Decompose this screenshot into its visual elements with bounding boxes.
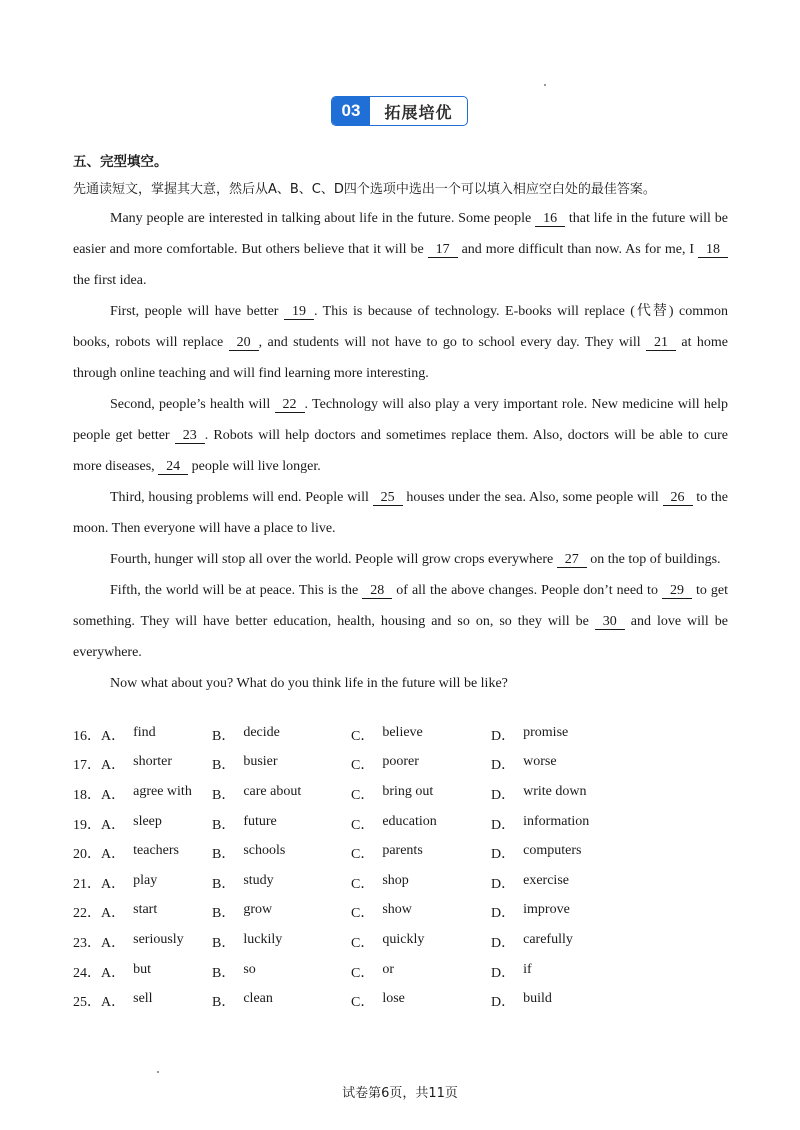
option-d (491, 784, 611, 804)
question-row (73, 838, 611, 868)
option-b (212, 843, 351, 863)
option-text: promise (523, 724, 569, 740)
passage-paragraph (73, 389, 728, 482)
option-text: bring out (382, 783, 434, 799)
question-number: 18． (73, 787, 101, 803)
passage-text: at home through online teaching and will find learning more interesting. (73, 335, 728, 381)
option-letter: D． (491, 876, 516, 892)
question-number: 22． (73, 906, 101, 922)
option-letter: B． (212, 906, 236, 922)
passage-text: Second, people’s health will (110, 397, 275, 412)
passage-paragraph (73, 544, 728, 575)
option-a (101, 962, 212, 982)
option-letter: B． (212, 728, 236, 744)
answer-blank: 16 (535, 211, 565, 227)
passage-text: on the top of buildings. (586, 552, 721, 567)
option-letter: A． (101, 906, 126, 922)
option-b (212, 873, 351, 893)
answer-blank: 27 (557, 552, 587, 568)
option-text: study (243, 872, 274, 888)
option-letter: D． (491, 906, 516, 922)
passage-text: that life in the future will be easier and more comfortable. But others believe that it will be (73, 211, 728, 257)
option-text: schools (243, 843, 286, 859)
question-row (73, 779, 611, 809)
question-number: 24． (73, 965, 101, 981)
option-d (491, 843, 611, 863)
option-letter: C． (351, 906, 375, 922)
option-d (491, 754, 611, 774)
passage-text: to get something. They will have better education, health, housing and so on, so they will be (73, 583, 729, 629)
option-letter: D． (491, 995, 516, 1011)
option-a (101, 784, 212, 804)
option-letter: A． (101, 758, 126, 774)
option-text: poorer (382, 754, 419, 770)
answer-blank: 23 (175, 428, 205, 444)
option-text: busier (243, 754, 278, 770)
option-letter: A． (101, 995, 126, 1011)
answer-blank: 22 (275, 397, 305, 413)
option-text: agree with (133, 783, 192, 799)
option-d (491, 814, 611, 834)
option-letter: D． (491, 965, 516, 981)
option-text: care about (243, 783, 302, 799)
option-text: teachers (133, 843, 179, 859)
option-text: grow (243, 902, 273, 918)
option-a (101, 754, 212, 774)
option-b (212, 754, 351, 774)
option-b (212, 902, 351, 922)
option-text: or (382, 961, 395, 977)
option-text: worse (523, 754, 557, 770)
option-text: seriously (133, 931, 184, 947)
option-b (212, 725, 351, 745)
question-number: 19． (73, 817, 101, 833)
option-letter: C． (351, 876, 375, 892)
option-text: clean (243, 991, 273, 1007)
passage-text: Now what about you? What do you think life in the future will be like? (110, 676, 508, 691)
option-letter: C． (351, 965, 375, 981)
option-letter: A． (101, 935, 126, 951)
option-text: write down (523, 783, 587, 799)
option-letter: C． (351, 817, 375, 833)
option-text: build (523, 991, 552, 1007)
question-row (73, 720, 611, 750)
answer-blank: 17 (428, 242, 458, 258)
passage-text: Many people are interested in talking about life in the future. Some people (110, 211, 536, 226)
option-a (101, 814, 212, 834)
passage-paragraph (73, 668, 728, 699)
option-text: if (523, 961, 532, 977)
question-row (73, 898, 611, 928)
passage-text: First, people will have better (110, 304, 284, 319)
option-text: luckily (243, 931, 283, 947)
option-letter: D． (491, 758, 516, 774)
option-a (101, 873, 212, 893)
option-text: lose (382, 991, 405, 1007)
answer-blank: 30 (595, 614, 625, 630)
option-c (351, 754, 491, 774)
option-text: parents (382, 843, 423, 859)
option-text: carefully (523, 931, 573, 947)
option-b (212, 814, 351, 834)
option-text: find (133, 724, 156, 740)
option-d (491, 962, 611, 982)
passage-text: and more difficult than now. As for me, I (457, 242, 698, 257)
option-text: sell (133, 991, 153, 1007)
option-letter: D． (491, 847, 516, 863)
passage-text: . Robots will help doctors and sometimes replace them. Also, doctors will be able to cure more diseases, (73, 428, 728, 474)
question-number: 21． (73, 876, 101, 892)
option-a (101, 932, 212, 952)
answer-blank: 29 (662, 583, 692, 599)
option-b (212, 784, 351, 804)
option-c (351, 814, 491, 834)
option-text: exercise (523, 872, 569, 888)
option-letter: A． (101, 728, 126, 744)
option-text: education (382, 813, 437, 829)
option-letter: B． (212, 758, 236, 774)
option-letter: D． (491, 817, 516, 833)
answer-blank: 26 (663, 490, 693, 506)
option-letter: B． (212, 965, 236, 981)
option-text: shorter (133, 754, 173, 770)
answer-blank: 20 (229, 335, 259, 351)
cloze-passage (73, 203, 728, 699)
option-letter: C． (351, 758, 375, 774)
option-letter: D． (491, 728, 516, 744)
option-c (351, 843, 491, 863)
question-row (73, 927, 611, 957)
passage-paragraph (73, 203, 728, 296)
option-letter: C． (351, 935, 375, 951)
option-letter: C． (351, 847, 375, 863)
stray-dot (544, 84, 546, 86)
question-number: 23． (73, 935, 101, 951)
option-letter: A． (101, 965, 126, 981)
question-row (73, 957, 611, 987)
option-letter: B． (212, 935, 236, 951)
answer-blank: 21 (646, 335, 676, 351)
option-text: computers (523, 843, 582, 859)
option-letter: B． (212, 787, 236, 803)
question-row (73, 986, 611, 1016)
option-letter: C． (351, 787, 375, 803)
option-c (351, 784, 491, 804)
passage-text: Fourth, hunger will stop all over the world. People will grow crops everywhere (110, 552, 557, 567)
option-text: information (523, 813, 590, 829)
option-d (491, 725, 611, 745)
option-c (351, 932, 491, 952)
option-letter: C． (351, 728, 375, 744)
passage-paragraph (73, 296, 728, 389)
question-number: 17． (73, 758, 101, 774)
section-badge (331, 96, 468, 126)
question-row (73, 809, 611, 839)
badge-title: 拓展培优 (384, 102, 453, 122)
option-c (351, 873, 491, 893)
option-letter: A． (101, 876, 126, 892)
passage-text: Third, housing problems will end. People will (110, 490, 373, 505)
question-number: 16． (73, 728, 101, 744)
option-letter: B． (212, 847, 236, 863)
option-letter: C． (351, 995, 375, 1011)
option-a (101, 725, 212, 745)
passage-paragraph (73, 575, 728, 668)
passage-text: to the moon. Then everyone will have a place to live. (73, 490, 729, 536)
option-text: believe (382, 724, 423, 740)
option-text: play (133, 872, 158, 888)
passage-text: people will live longer. (188, 459, 321, 474)
question-row (73, 750, 611, 780)
badge-number: 03 (332, 97, 370, 125)
answer-blank: 18 (698, 242, 728, 258)
passage-text: and love will be everywhere. (73, 614, 729, 660)
option-c (351, 725, 491, 745)
option-text: improve (523, 902, 570, 918)
option-b (212, 932, 351, 952)
passage-text: the first idea. (73, 273, 147, 288)
option-letter: A． (101, 817, 126, 833)
option-text: so (243, 961, 256, 977)
option-c (351, 902, 491, 922)
passage-text: . Technology will also play a very important role. New medicine will help people get better (73, 397, 728, 443)
answer-blank: 19 (284, 304, 314, 320)
passage-text: . This is because of technology. E-books will replace (代替) common books, robots will replace (73, 304, 728, 350)
section-instruction: 先通读短文，掌握其大意，然后从A、B、C、D四个选项中选出一个可以填入相应空白处的最佳答案。 (73, 182, 656, 197)
option-text: decide (243, 724, 280, 740)
option-letter: D． (491, 787, 516, 803)
option-text: shop (382, 872, 409, 888)
section-title: 五、完型填空。 (73, 154, 168, 170)
option-letter: B． (212, 876, 236, 892)
option-letter: D． (491, 935, 516, 951)
option-letter: A． (101, 847, 126, 863)
passage-text: of all the above changes. People don’t need to (392, 583, 662, 598)
option-text: show (382, 902, 412, 918)
answer-blank: 25 (373, 490, 403, 506)
option-a (101, 843, 212, 863)
answer-options (73, 720, 611, 1016)
option-letter: B． (212, 817, 236, 833)
answer-blank: 28 (362, 583, 392, 599)
option-a (101, 991, 212, 1011)
passage-paragraph (73, 482, 728, 544)
passage-text: , and students will not have to go to school every day. They will (258, 335, 647, 350)
option-text: future (243, 813, 277, 829)
option-text: sleep (133, 813, 162, 829)
option-text: start (133, 902, 158, 918)
option-d (491, 873, 611, 893)
option-d (491, 902, 611, 922)
option-text: quickly (382, 931, 425, 947)
option-d (491, 991, 611, 1011)
answer-blank: 24 (158, 459, 188, 475)
question-row (73, 868, 611, 898)
passage-text: Fifth, the world will be at peace. This is the (110, 583, 363, 598)
stray-dot (157, 1071, 159, 1073)
option-d (491, 932, 611, 952)
option-letter: A． (101, 787, 126, 803)
question-number: 20． (73, 847, 101, 863)
passage-text: houses under the sea. Also, some people will (402, 490, 663, 505)
option-letter: B． (212, 995, 236, 1011)
question-number: 25． (73, 995, 101, 1011)
option-c (351, 962, 491, 982)
option-b (212, 991, 351, 1011)
option-text: but (133, 961, 152, 977)
option-a (101, 902, 212, 922)
option-c (351, 991, 491, 1011)
option-b (212, 962, 351, 982)
page-footer: 试卷第6页，共11页 (342, 1086, 458, 1101)
